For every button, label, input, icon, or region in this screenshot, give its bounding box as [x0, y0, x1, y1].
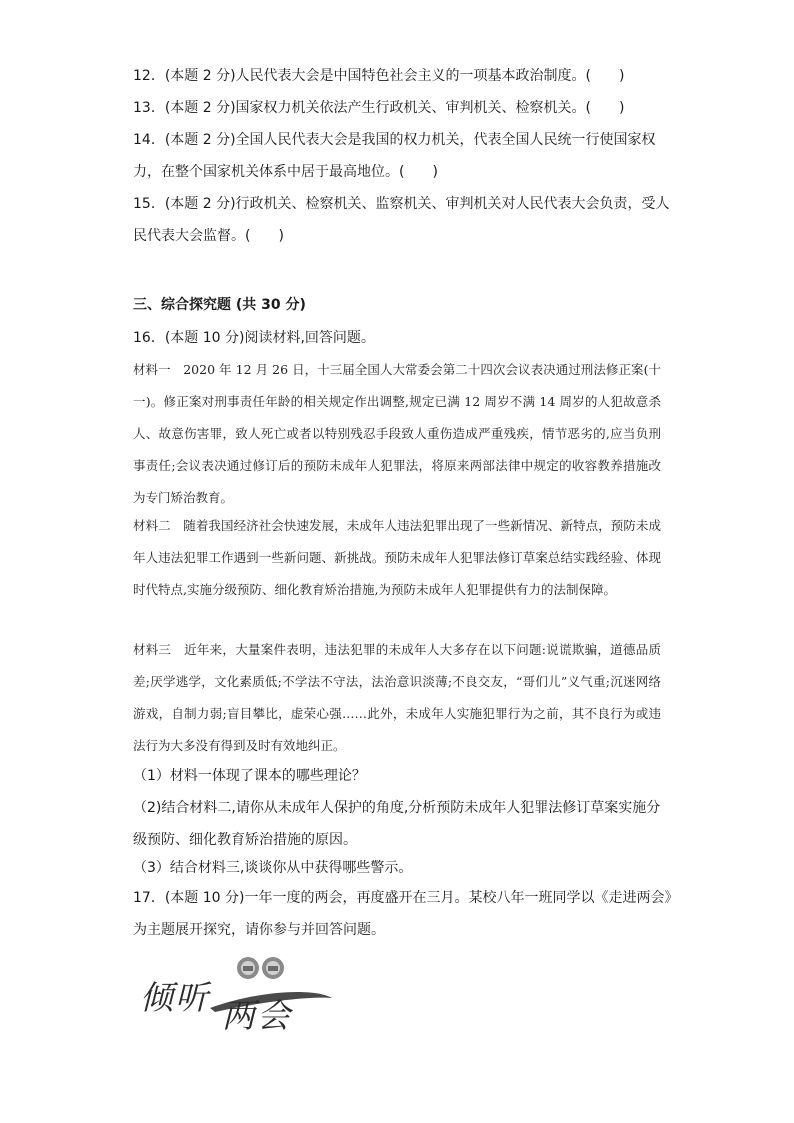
logo-text-line1: 倾听: [140, 978, 210, 1017]
national-emblem-icon: [237, 957, 259, 979]
sub-question-3: （3）结合材料三,谈谈你从中获得哪些警示。: [133, 860, 413, 876]
hall-emblem-icon: [262, 957, 284, 979]
question-12: 12．(本题 2 分)人民代表大会是中国特色社会主义的一项基本政治制度。( ): [133, 68, 625, 84]
question-14: 14．(本题 2 分)全国人民代表大会是我国的权力机关，代表全国人民统一行使国家权力，在整个国家机关体系中居于最高地位。( ): [133, 132, 656, 180]
material-2: 材料二 随着我国经济社会快速发展，未成年人违法犯罪出现了一些新情况、新特点，预防未成年人违法犯罪工作遇到一些新问题、新挑战。预防未成年人犯罪法修订草案总结实践经验、体现时代特点,实施分级预防、细化教育矫治措施,为预防未成年人犯罪提供有力的法制保障。: [133, 518, 661, 597]
logo-text-line2: 两会: [222, 996, 292, 1035]
question-16-intro: 16．(本题 10 分)阅读材料,回答问题。: [133, 330, 375, 346]
section-heading: 三、综合探究题 (共 30 分): [133, 297, 306, 313]
question-17: 17．(本题 10 分)一年一度的两会，再度盛开在三月。某校八年一班同学以《走进两会》为主题展开探究，请你参与并回答问题。: [133, 890, 672, 938]
question-15: 15．(本题 2 分)行政机关、检察机关、监察机关、审判机关对人民代表大会负责，受人民代表大会监督。( ): [133, 196, 670, 244]
two-sessions-logo: [140, 950, 340, 1035]
material-1: 材料一 2020 年 12 月 26 日，十三届全国人大常委会第二十四次会议表决通过刑法修正案(十一)。修正案对刑事责任年龄的相关规定作出调整,规定已满 12 周岁不满 14 周岁的人犯故意杀人、故意伤害罪，致人死亡或者以特别残忍手段致人重伤造成严重残疾，情节恶劣的,应当负刑事责任;会议表决通过修订后的预防未成年人犯罪法，将原来两部法律中规定的收容教养措施改为专门矫治教育。: [133, 362, 661, 505]
question-13: 13．(本题 2 分)国家权力机关依法产生行政机关、审判机关、检察机关。( ): [133, 100, 625, 116]
sub-question-2: （2)结合材料二,请你从未成年人保护的角度,分析预防未成年人犯罪法修订草案实施分级预防、细化教育矫治措施的原因。: [133, 800, 661, 848]
material-3: 材料三 近年来，大量案件表明，违法犯罪的未成年人大多存在以下问题:说谎欺骗，道德品质差;厌学逃学，文化素质低;不学法不守法，法治意识淡薄;不良交友，“哥们儿”义气重;沉迷网络游戏，自制力弱;盲目攀比，虚荣心强……此外，未成年人实施犯罪行为之前，其不良行为或违法行为大多没有得到及时有效地纠正。: [133, 642, 661, 753]
sub-question-1: （1）材料一体现了课本的哪些理论？: [133, 768, 366, 784]
